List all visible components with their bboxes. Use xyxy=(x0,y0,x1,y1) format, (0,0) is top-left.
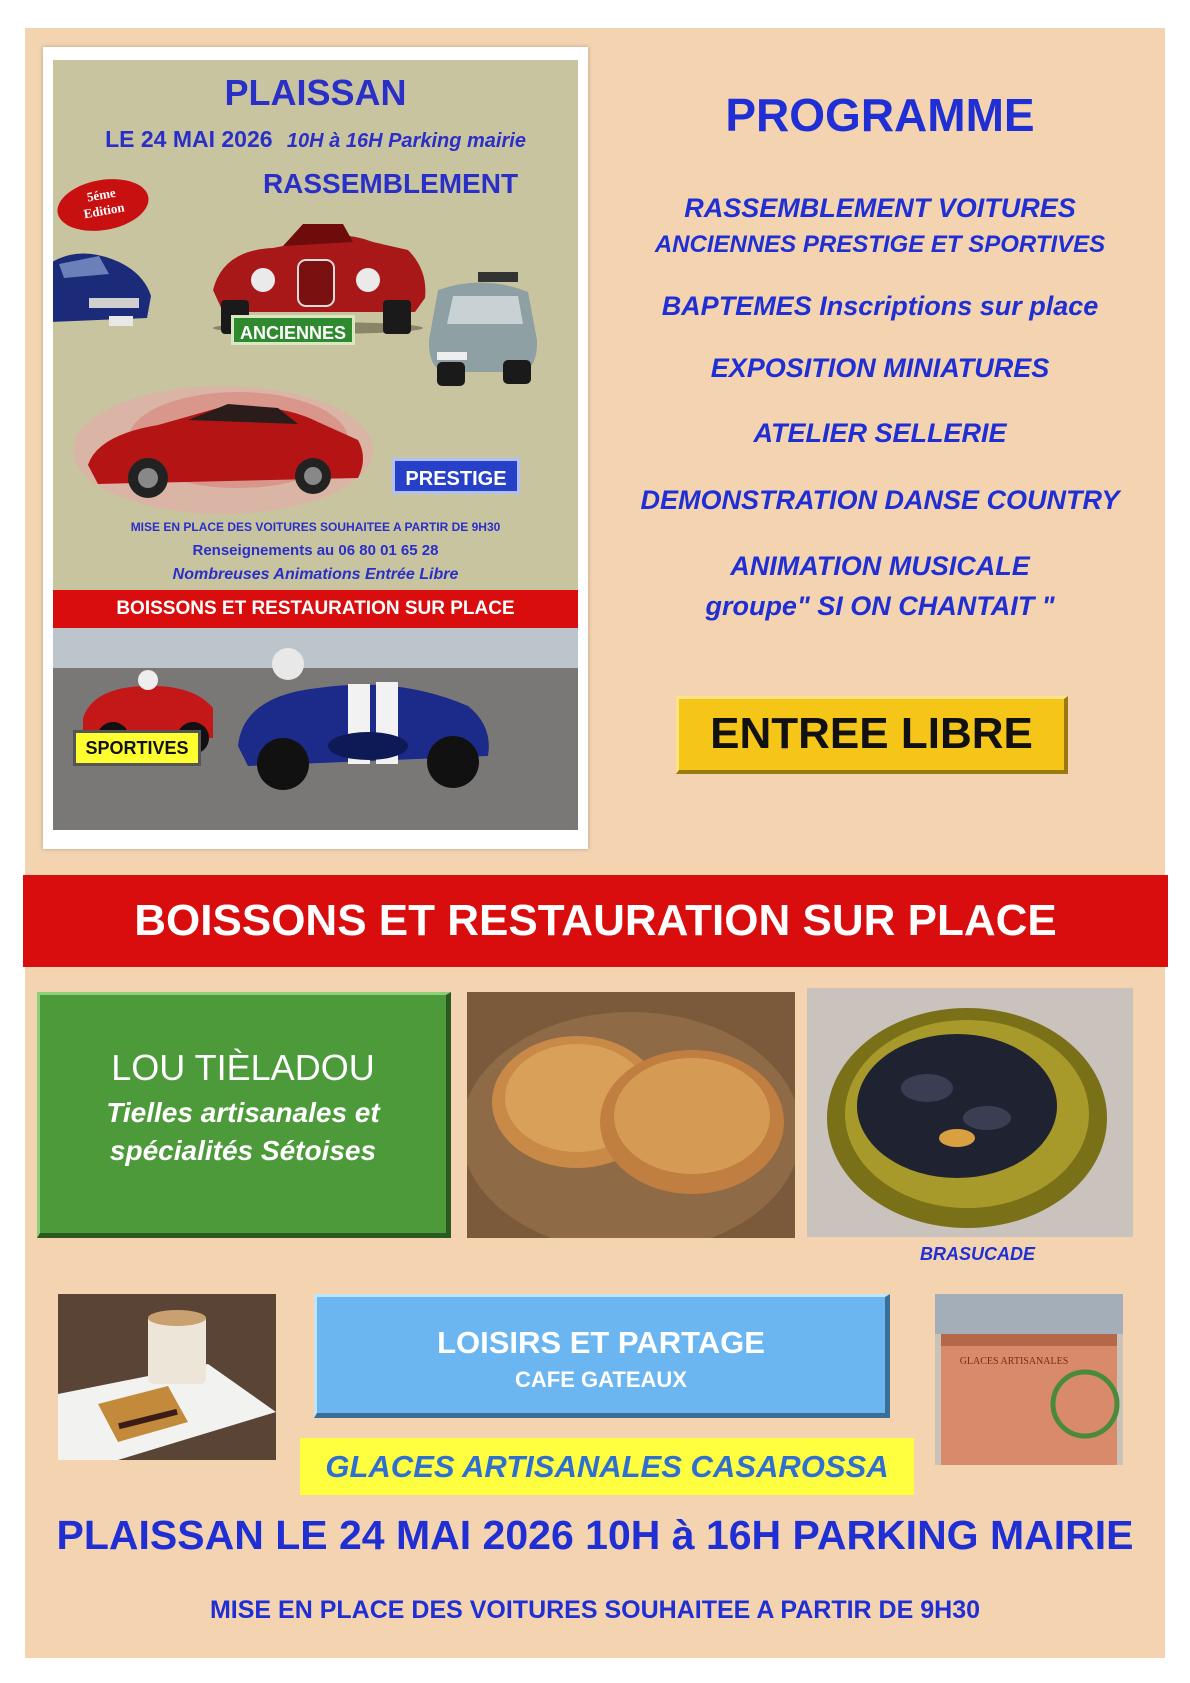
grey-vintage-car-image xyxy=(423,270,543,388)
ice-cream-cart-photo xyxy=(935,1294,1123,1465)
program-item-danse: DEMONSTRATION DANSE COUNTRY xyxy=(640,485,1120,515)
mussels-illustration xyxy=(807,988,1133,1237)
edition-badge-line1: 5éme xyxy=(85,184,117,205)
program-item-rassemblement: RASSEMBLEMENT VOITURES xyxy=(684,193,1076,223)
poster-animations: Nombreuses Animations Entrée Libre xyxy=(172,566,459,583)
poster-event: RASSEMBLEMENT xyxy=(262,168,519,199)
edition-badge xyxy=(53,172,152,237)
tag-prestige: PRESTIGE xyxy=(392,458,520,494)
poster-info: Renseignements au 06 80 01 65 28 xyxy=(192,542,439,559)
entree-libre-badge: ENTREE LIBRE xyxy=(676,696,1068,774)
poster-town: PLAISSAN xyxy=(224,72,407,113)
brasucade-photo xyxy=(807,988,1133,1237)
program-item-groupe: groupe" SI ON CHANTAIT " xyxy=(705,591,1055,621)
poster-date: LE 24 MAI 2026 xyxy=(105,126,273,152)
program-item-baptemes: BAPTEMES Inscriptions sur place xyxy=(661,291,1099,321)
program-item-animation: ANIMATION MUSICALE xyxy=(730,551,1030,581)
edition-badge-line2: Edition xyxy=(82,199,126,222)
lou-line1: Tielles artisanales et xyxy=(106,1097,380,1128)
loisirs-title: LOISIRS ET PARTAGE xyxy=(437,1325,765,1360)
footer-line1: PLAISSAN LE 24 MAI 2026 10H à 16H PARKING MAIRIE xyxy=(56,1512,1134,1558)
event-poster xyxy=(53,60,578,830)
food-banner: BOISSONS ET RESTAURATION SUR PLACE xyxy=(23,875,1168,967)
ice-cream-cart-illustration xyxy=(935,1294,1123,1465)
tag-sportives: SPORTIVES xyxy=(73,730,201,766)
poster-food-band: BOISSONS ET RESTAURATION SUR PLACE xyxy=(53,590,578,628)
cafe-gateaux-photo xyxy=(58,1294,276,1460)
tag-anciennes: ANCIENNES xyxy=(231,315,355,345)
footer-line2: MISE EN PLACE DES VOITURES SOUHAITEE A PARTIR DE 9H30 xyxy=(209,1596,981,1624)
race-photo xyxy=(53,628,578,830)
program-item-categories: ANCIENNES PRESTIGE ET SPORTIVES xyxy=(654,231,1106,258)
poster-hours: 10H à 16H Parking mairie xyxy=(286,130,526,152)
loisirs-subtitle: CAFE GATEAUX xyxy=(515,1367,687,1392)
brasucade-caption: BRASUCADE xyxy=(920,1244,1036,1264)
lou-tieladou-box xyxy=(37,992,451,1238)
blue-corvette-image xyxy=(53,234,161,336)
tielles-illustration xyxy=(467,992,795,1238)
program-item-exposition: EXPOSITION MINIATURES xyxy=(710,353,1050,383)
poster-date-line xyxy=(53,126,578,153)
loisirs-box xyxy=(314,1294,890,1418)
lou-line2: spécialités Sétoises xyxy=(109,1135,377,1166)
program-title: PROGRAMME xyxy=(725,89,1035,141)
poster-setup: MISE EN PLACE DES VOITURES SOUHAITEE A PARTIR DE 9H30 xyxy=(130,520,501,534)
coffee-cake-illustration xyxy=(58,1294,276,1460)
glaces-banner: GLACES ARTISANALES CASAROSSA xyxy=(300,1438,914,1495)
program-item-atelier: ATELIER SELLERIE xyxy=(753,418,1007,448)
cart-sign: GLACES ARTISANALES xyxy=(959,1356,1069,1367)
red-ferrari-image xyxy=(68,380,378,520)
lou-title: LOU TIÈLADOU xyxy=(111,1047,375,1088)
tielles-photo xyxy=(467,992,795,1238)
blue-cobra-image xyxy=(228,636,498,796)
